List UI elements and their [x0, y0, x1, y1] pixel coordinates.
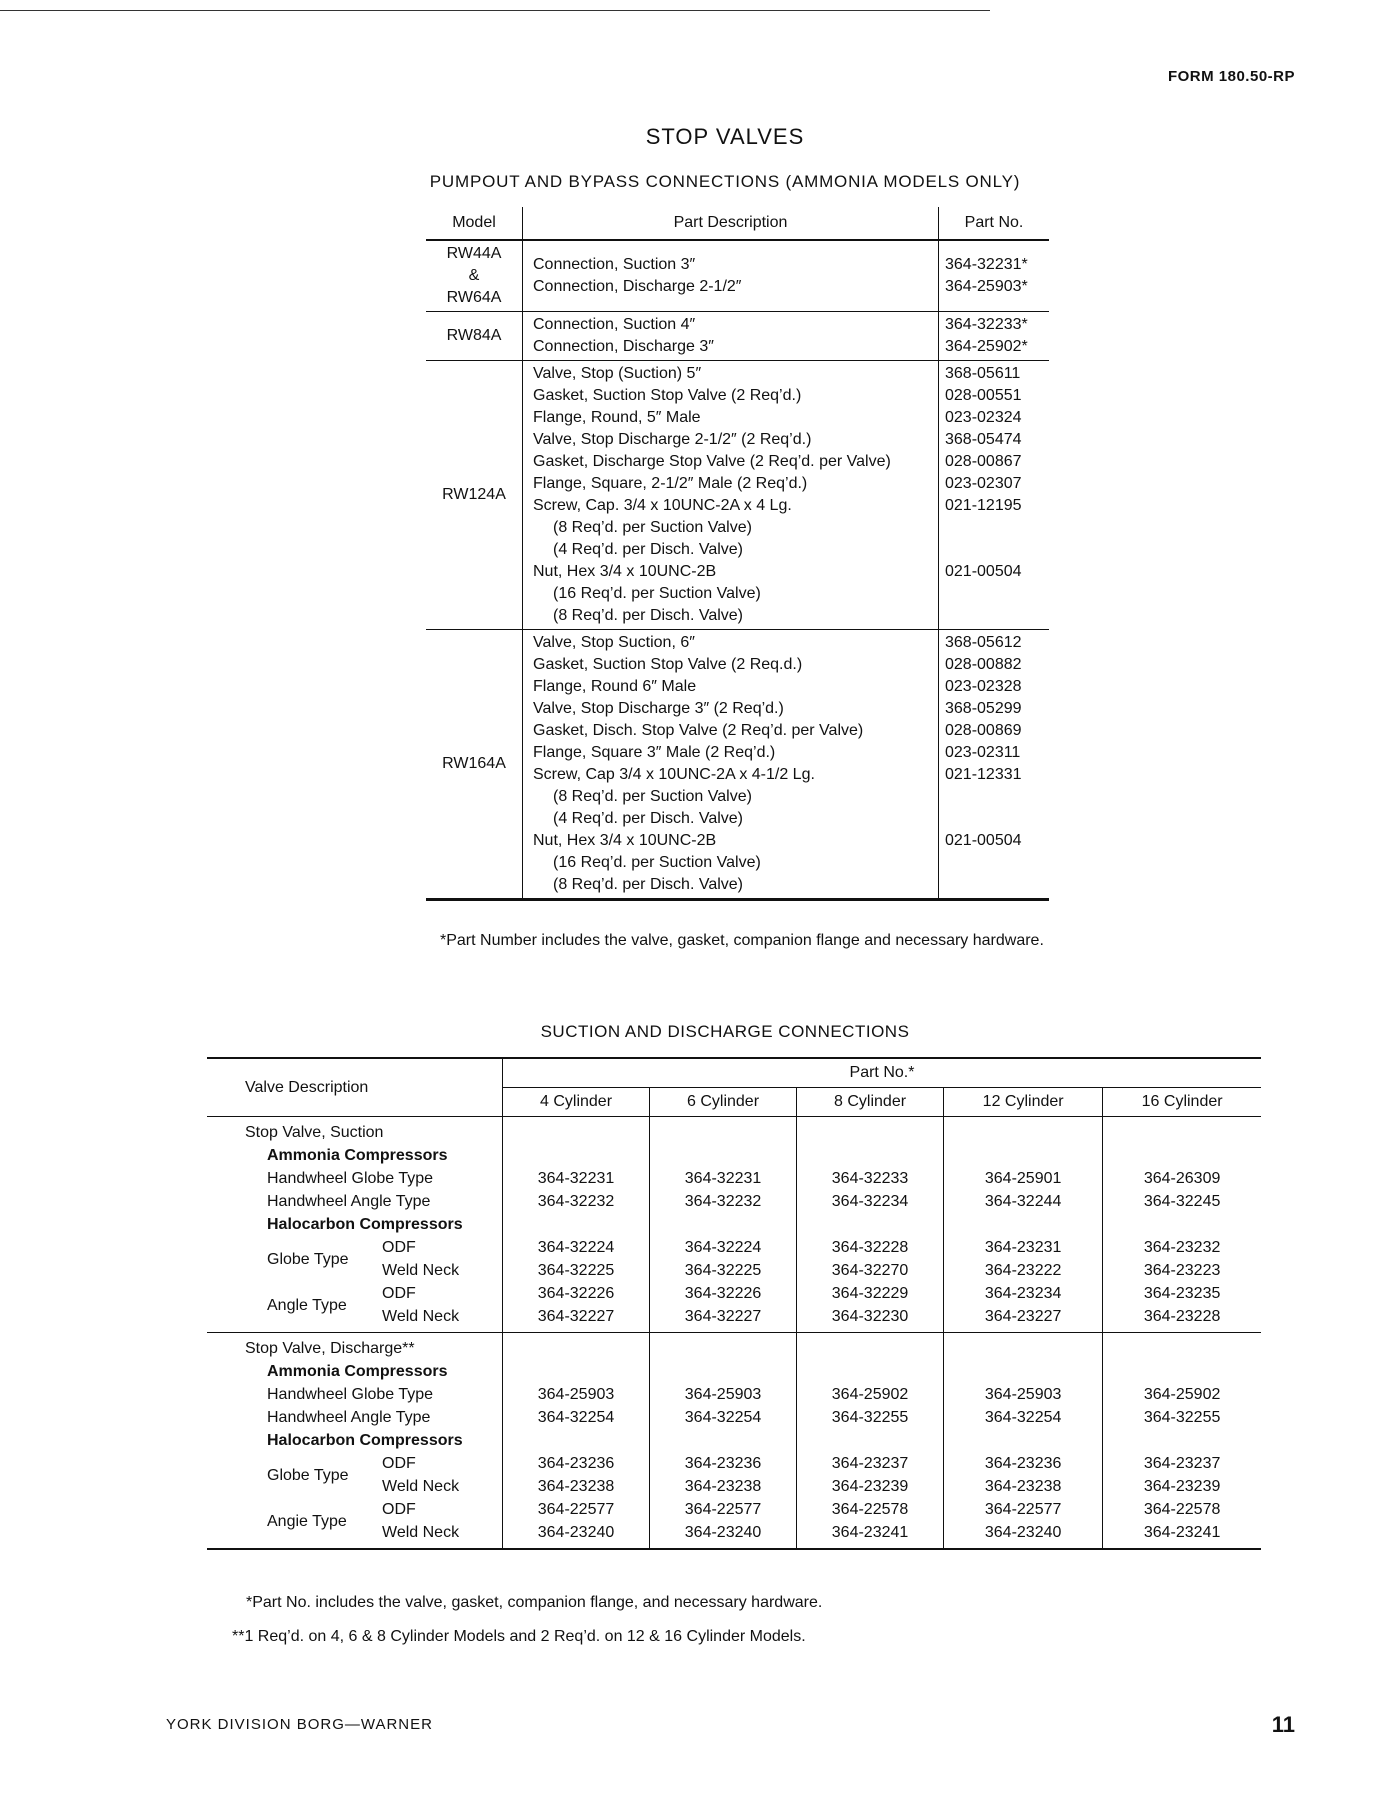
part-number	[945, 539, 1045, 561]
part-number: 364-25902	[831, 1386, 909, 1403]
part-number: 364-23240	[537, 1524, 615, 1541]
part-number: 364-23234	[984, 1285, 1062, 1302]
part-number: 364-32226	[684, 1285, 762, 1302]
part-number: 023-02311	[945, 744, 1021, 761]
model-cell	[426, 240, 523, 312]
part-number	[945, 517, 1045, 539]
spacer	[944, 1429, 1102, 1452]
part-number: 364-32224	[684, 1239, 762, 1256]
description-line: Flange, Round 6″ Male	[533, 678, 697, 695]
handwheel-globe-label: Handwheel Globe Type	[267, 1170, 434, 1187]
model-cell	[426, 312, 523, 361]
part-number: 364-32225	[684, 1262, 762, 1279]
part-number: 364-32245	[1143, 1193, 1221, 1210]
part-number: 364-22577	[537, 1501, 615, 1518]
part-number: 028-00551	[945, 387, 1022, 404]
part-number: 364-25903	[984, 1386, 1062, 1403]
part-number: 364-23238	[684, 1478, 762, 1495]
globe-type-label: Globe Type	[267, 1466, 349, 1484]
description-line: Valve, Stop Suction, 6″	[533, 634, 695, 651]
description-line: (4 Req’d. per Disch. Valve)	[553, 541, 743, 558]
part-number: 364-23231	[984, 1239, 1062, 1256]
spacer	[503, 1213, 649, 1236]
part-number: 368-05299	[945, 700, 1022, 717]
description-line: (4 Req’d. per Disch. Valve)	[553, 810, 743, 827]
model-cell	[426, 630, 523, 900]
part-number-column	[503, 1333, 650, 1550]
part-number: 028-00867	[945, 453, 1022, 470]
spacer	[944, 1360, 1102, 1383]
spacer	[944, 1337, 1102, 1360]
cyl-header: 16 Cylinder	[1103, 1088, 1261, 1117]
description-line: (8 Req’d. per Disch. Valve)	[553, 607, 743, 624]
cyl-header: 12 Cylinder	[944, 1088, 1103, 1117]
discharge-block	[207, 1333, 1261, 1550]
part-number: 364-32225	[537, 1262, 615, 1279]
part-number: 364-22578	[831, 1501, 909, 1518]
section-heading: Stop Valve, Discharge**	[245, 1340, 415, 1357]
part-number: 364-23223	[1143, 1262, 1221, 1279]
part-number: 364-32233	[831, 1170, 909, 1187]
part-number: 364-23236	[984, 1455, 1062, 1472]
globe-type-group	[245, 1236, 502, 1282]
part-number-column	[1103, 1117, 1261, 1333]
part-number-column	[503, 1117, 650, 1333]
part-number: 364-32231*	[945, 256, 1028, 273]
angle-type-label: Angie Type	[267, 1512, 347, 1530]
spacer	[1103, 1429, 1261, 1452]
part-number: 364-23238	[984, 1478, 1062, 1495]
part-number: 028-00882	[945, 656, 1022, 673]
part-number: 364-25903	[537, 1386, 615, 1403]
part-number: 364-25902*	[945, 338, 1028, 355]
odf-label: ODF	[382, 1455, 416, 1472]
model-text: RW164A	[442, 755, 506, 772]
spacer	[650, 1144, 796, 1167]
ammonia-heading: Ammonia Compressors	[267, 1363, 448, 1380]
part-number: 368-05612	[945, 634, 1022, 651]
pump-row	[426, 361, 1049, 630]
part-cell	[939, 312, 1050, 361]
part-number: 364-32254	[984, 1409, 1062, 1426]
discharge-labels	[207, 1333, 503, 1550]
part-number: 364-26309	[1143, 1170, 1221, 1187]
part-no-header: Part No.*	[503, 1058, 1262, 1088]
part-number: 364-23239	[1143, 1478, 1221, 1495]
description-cell	[523, 361, 939, 630]
description-line: Gasket, Suction Stop Valve (2 Req’d.)	[533, 387, 802, 404]
part-number: 021-12195	[945, 497, 1022, 514]
odf-label: ODF	[382, 1501, 416, 1518]
pump-row	[426, 630, 1049, 900]
description-line: Nut, Hex 3/4 x 10UNC-2B	[533, 832, 717, 849]
part-number: 364-32224	[537, 1239, 615, 1256]
part-number: 364-32234	[831, 1193, 909, 1210]
part-number: 364-32232	[684, 1193, 762, 1210]
part-number: 364-23227	[984, 1308, 1062, 1325]
page-title: STOP VALVES	[645, 124, 805, 149]
spacer	[797, 1144, 943, 1167]
part-number-column	[944, 1117, 1103, 1333]
cyl-header: 4 Cylinder	[503, 1088, 650, 1117]
angle-type-variants	[382, 1498, 459, 1544]
pumpout-footnote: *Part Number includes the valve, gasket, companion flange and necessary hardware.	[440, 932, 1044, 949]
spacer	[503, 1121, 649, 1144]
spacer	[797, 1360, 943, 1383]
angle-type-group	[245, 1282, 502, 1328]
weld-neck-label: Weld Neck	[382, 1308, 460, 1325]
weld-neck-label: Weld Neck	[382, 1262, 460, 1279]
description-line: Valve, Stop Discharge 3″ (2 Req’d.)	[533, 700, 784, 717]
description-line: Screw, Cap. 3/4 x 10UNC-2A x 4 Lg.	[533, 497, 792, 514]
part-number: 364-32244	[984, 1193, 1062, 1210]
handwheel-angle-label: Handwheel Angle Type	[267, 1409, 431, 1426]
part-number: 364-32231	[684, 1170, 762, 1187]
part-number: 364-32270	[831, 1262, 909, 1279]
part-number: 364-25903	[684, 1386, 762, 1403]
part-number: 368-05611	[945, 365, 1021, 382]
model-text: RW64A	[446, 289, 502, 306]
spacer	[650, 1360, 796, 1383]
description-line: Connection, Discharge 3″	[533, 338, 714, 355]
spacer	[797, 1429, 943, 1452]
description-line: Gasket, Discharge Stop Valve (2 Req’d. per Valve)	[533, 453, 891, 470]
part-number: 364-22577	[684, 1501, 762, 1518]
description-line: Nut, Hex 3/4 x 10UNC-2B	[533, 563, 717, 580]
description-line: Gasket, Disch. Stop Valve (2 Req’d. per Valve)	[533, 722, 864, 739]
part-number: 364-32229	[831, 1285, 909, 1302]
angle-type-variants	[382, 1282, 459, 1328]
part-number-column	[944, 1333, 1103, 1550]
part-number: 364-23241	[831, 1524, 909, 1541]
part-number: 364-32231	[537, 1170, 615, 1187]
part-number: 364-32227	[684, 1308, 762, 1325]
part-number: 364-23222	[984, 1262, 1062, 1279]
part-number: 364-23236	[684, 1455, 762, 1472]
description-line: (16 Req’d. per Suction Valve)	[553, 854, 761, 871]
model-cell	[426, 361, 523, 630]
ammonia-heading: Ammonia Compressors	[267, 1147, 448, 1164]
spacer	[503, 1429, 649, 1452]
part-number-column	[797, 1117, 944, 1333]
part-number	[945, 808, 1045, 830]
part-number	[945, 583, 1045, 605]
spacer	[650, 1429, 796, 1452]
part-number: 364-23240	[984, 1524, 1062, 1541]
weld-neck-label: Weld Neck	[382, 1478, 460, 1495]
description-cell	[523, 240, 939, 312]
description-line: Gasket, Suction Stop Valve (2 Req.d.)	[533, 656, 803, 673]
description-line: Flange, Round, 5″ Male	[533, 409, 701, 426]
cyl-header: 8 Cylinder	[797, 1088, 944, 1117]
part-number: 364-23238	[537, 1478, 615, 1495]
spacer	[944, 1144, 1102, 1167]
part-number: 021-00504	[945, 563, 1022, 580]
spacer	[1103, 1213, 1261, 1236]
pumpout-table	[426, 207, 1049, 901]
description-line: Connection, Discharge 2-1/2″	[533, 278, 742, 295]
footer-company: YORK DIVISION BORG—WARNER	[166, 1716, 433, 1733]
part-number: 364-25902	[1143, 1386, 1221, 1403]
page-number: 11	[1271, 1712, 1295, 1737]
part-number: 364-32227	[537, 1308, 615, 1325]
suction-title: SUCTION AND DISCHARGE CONNECTIONS	[540, 1022, 910, 1041]
part-number: 023-02328	[945, 678, 1022, 695]
pump-row	[426, 312, 1049, 361]
description-line: Flange, Square, 2-1/2″ Male (2 Req’d.)	[533, 475, 808, 492]
spacer	[797, 1213, 943, 1236]
part-number-column	[1103, 1333, 1261, 1550]
globe-type-group	[245, 1452, 502, 1498]
part-number	[945, 786, 1045, 808]
spacer	[503, 1144, 649, 1167]
part-number: 364-23237	[831, 1455, 909, 1472]
part-cell	[939, 630, 1050, 900]
cyl-header: 6 Cylinder	[650, 1088, 797, 1117]
spacer	[650, 1121, 796, 1144]
suction-block	[207, 1117, 1261, 1333]
globe-type-label: Globe Type	[267, 1250, 349, 1268]
part-number: 364-32255	[1143, 1409, 1221, 1426]
spacer	[1103, 1144, 1261, 1167]
spacer	[1103, 1337, 1261, 1360]
part-number: 364-22577	[984, 1501, 1062, 1518]
valve-description-header: Valve Description	[207, 1058, 503, 1117]
spacer	[797, 1337, 943, 1360]
part-number: 023-02324	[945, 409, 1022, 426]
angle-type-label: Angle Type	[267, 1296, 347, 1314]
part-number-column	[650, 1333, 797, 1550]
part-cell	[939, 240, 1050, 312]
description-line: Valve, Stop Discharge 2-1/2″ (2 Req’d.)	[533, 431, 812, 448]
description-line: Connection, Suction 3″	[533, 256, 696, 273]
description-line: Flange, Square 3″ Male (2 Req’d.)	[533, 744, 776, 761]
model-text: &	[468, 267, 480, 284]
form-number: FORM 180.50-RP	[1167, 68, 1295, 85]
globe-type-variants	[382, 1452, 459, 1498]
part-number: 364-23241	[1143, 1524, 1221, 1541]
suction-footnote-2: **1 Req’d. on 4, 6 & 8 Cylinder Models and 2 Req’d. on 12 & 16 Cylinder Models.	[232, 1628, 806, 1645]
suction-labels	[207, 1117, 503, 1333]
odf-label: ODF	[382, 1285, 416, 1302]
spacer	[1103, 1360, 1261, 1383]
spacer	[503, 1360, 649, 1383]
model-text: RW44A	[446, 245, 502, 262]
description-line: (8 Req’d. per Disch. Valve)	[553, 876, 743, 893]
col-model: Model	[426, 207, 523, 240]
part-number	[945, 874, 1045, 896]
part-cell	[939, 361, 1050, 630]
pumpout-subtitle: PUMPOUT AND BYPASS CONNECTIONS (AMMONIA MODELS ONLY)	[429, 172, 1021, 191]
part-number: 364-23235	[1143, 1285, 1221, 1302]
halocarbon-heading: Halocarbon Compressors	[267, 1432, 463, 1449]
description-line: Connection, Suction 4″	[533, 316, 696, 333]
part-number: 364-32228	[831, 1239, 909, 1256]
part-number: 368-05474	[945, 431, 1022, 448]
spacer	[797, 1121, 943, 1144]
part-number: 364-23240	[684, 1524, 762, 1541]
handwheel-angle-label: Handwheel Angle Type	[267, 1193, 431, 1210]
odf-label: ODF	[382, 1239, 416, 1256]
spacer	[944, 1121, 1102, 1144]
part-number-column	[797, 1333, 944, 1550]
part-number: 364-32230	[831, 1308, 909, 1325]
part-number: 021-00504	[945, 832, 1022, 849]
model-text: RW124A	[442, 486, 506, 503]
top-rule	[0, 10, 990, 11]
part-number: 364-23232	[1143, 1239, 1221, 1256]
part-number: 364-32226	[537, 1285, 615, 1302]
angle-type-group	[245, 1498, 502, 1544]
part-number: 364-23236	[537, 1455, 615, 1472]
description-cell	[523, 630, 939, 900]
part-number: 364-23237	[1143, 1455, 1221, 1472]
description-line: (16 Req’d. per Suction Valve)	[553, 585, 761, 602]
part-number	[945, 852, 1045, 874]
suction-discharge-table	[207, 1057, 1261, 1550]
halocarbon-heading: Halocarbon Compressors	[267, 1216, 463, 1233]
part-number: 364-32254	[537, 1409, 615, 1426]
weld-neck-label: Weld Neck	[382, 1524, 460, 1541]
description-line: (8 Req’d. per Suction Valve)	[553, 788, 752, 805]
description-line: (8 Req’d. per Suction Valve)	[553, 519, 752, 536]
part-number: 364-25901	[984, 1170, 1062, 1187]
globe-type-variants	[382, 1236, 459, 1282]
col-part-no: Part No.	[939, 207, 1050, 240]
pump-row	[426, 240, 1049, 312]
model-text: RW84A	[446, 327, 502, 344]
description-line: Valve, Stop (Suction) 5″	[533, 365, 702, 382]
spacer	[650, 1337, 796, 1360]
part-number	[945, 605, 1045, 627]
col-part-description: Part Description	[523, 207, 939, 240]
part-number: 364-32254	[684, 1409, 762, 1426]
section-heading: Stop Valve, Suction	[245, 1124, 384, 1141]
handwheel-globe-label: Handwheel Globe Type	[267, 1386, 434, 1403]
spacer	[503, 1337, 649, 1360]
part-number: 364-22578	[1143, 1501, 1221, 1518]
part-number: 364-23239	[831, 1478, 909, 1495]
suction-footnote-1: *Part No. includes the valve, gasket, companion flange, and necessary hardware.	[246, 1594, 823, 1611]
part-number: 364-32232	[537, 1193, 615, 1210]
part-number: 364-25903*	[945, 278, 1028, 295]
spacer	[944, 1213, 1102, 1236]
part-number: 028-00869	[945, 722, 1022, 739]
part-number: 023-02307	[945, 475, 1022, 492]
part-number: 021-12331	[945, 766, 1022, 783]
spacer	[1103, 1121, 1261, 1144]
part-number: 364-32233*	[945, 316, 1028, 333]
spacer	[650, 1213, 796, 1236]
part-number: 364-32255	[831, 1409, 909, 1426]
description-cell	[523, 312, 939, 361]
description-line: Screw, Cap 3/4 x 10UNC-2A x 4-1/2 Lg.	[533, 766, 815, 783]
part-number: 364-23228	[1143, 1308, 1221, 1325]
part-number-column	[650, 1117, 797, 1333]
